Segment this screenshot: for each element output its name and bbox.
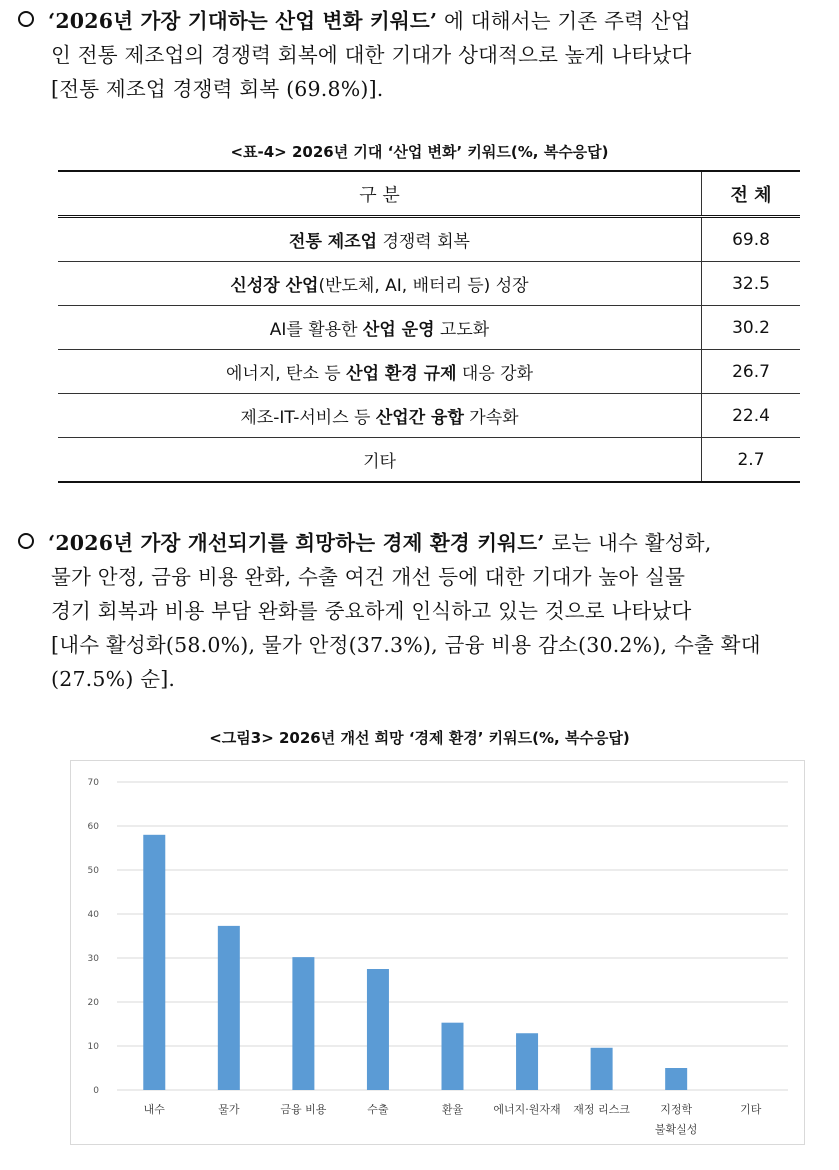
bar [292,957,314,1090]
y-tick-label: 10 [87,1042,99,1052]
section2-paragraph [18,526,830,696]
bar [143,835,165,1090]
row-label-bold: 신성장 산업 [230,276,319,296]
row-label-bold: 산업 운영 [362,320,435,340]
section1-line: 인 전통 제조업의 경쟁력 회복에 대한 기대가 상대적으로 높게 나타났다 [51,43,692,67]
table-row [58,306,800,350]
row-label-bold: 산업 환경 규제 [346,364,457,384]
row-label [58,217,702,262]
bar-chart-svg [71,761,806,1146]
x-tick-label: 환율 [441,1103,464,1116]
x-tick-label: 재정 리스크 [573,1103,630,1116]
row-value: 30.2 [702,306,801,350]
bar [591,1048,613,1090]
x-tick-label: 지정학 [660,1103,693,1116]
row-label-pre: 제조-IT-서비스 등 [240,408,376,428]
row-value: 32.5 [702,262,801,306]
table-row [58,350,800,394]
section2-line: (27.5%) 순]. [51,667,176,691]
row-label-post: 가속화 [463,408,519,428]
row-label-post: 대응 강화 [456,364,534,384]
header-category: 구 분 [359,184,400,206]
row-value: 26.7 [702,350,801,394]
y-tick-label: 40 [87,910,99,920]
row-label-pre: AI를 활용한 [269,320,363,340]
row-value: 22.4 [702,394,801,438]
row-label [58,438,702,483]
y-tick-label: 0 [93,1086,99,1096]
x-tick-label: 기타 [740,1103,762,1116]
table-row [58,262,800,306]
row-label [58,262,702,306]
section1-paragraph [18,4,830,106]
table-row [58,438,800,483]
section2-line: ‘2026년 가장 개선되기를 희망하는 경제 환경 키워드’ 로는 내수 활성화, [48,531,712,555]
x-tick-label: 금융 비용 [280,1103,327,1116]
y-tick-label: 30 [87,954,99,964]
row-value: 69.8 [702,217,801,262]
section2-line: 경기 회복과 비용 부담 완화를 중요하게 인식하고 있는 것으로 나타났다 [51,599,692,623]
row-label-post: 경쟁력 회복 [377,232,470,252]
row-label-bold: 산업간 융합 [375,408,464,428]
row-label-bold: 전통 제조업 [289,232,378,252]
row-value: 2.7 [702,438,801,483]
circle-bullet-icon [18,533,34,549]
row-label [58,306,702,350]
row-label-pre: 에너지, 탄소 등 [225,364,347,384]
row-label [58,350,702,394]
y-tick-label: 20 [87,998,99,1008]
row-label-pre: 기타 [363,452,396,472]
section1-line: [전통 제조업 경쟁력 회복 (69.8%)]. [51,77,384,101]
table-row [58,217,800,262]
x-tick-label: 에너지·원자재 [493,1103,561,1116]
y-tick-label: 70 [87,778,99,788]
header-total: 전 체 [702,171,801,217]
section2-line: [내수 활성화(58.0%), 물가 안정(37.3%), 금융 비용 감소(30.2%), 수출 확대 [51,633,761,657]
circle-bullet-icon [18,11,34,27]
x-tick-label: 불확실성 [654,1123,698,1136]
figure3-chart [70,760,805,1145]
bar [367,969,389,1090]
bar [665,1068,687,1090]
section2-line: 물가 안정, 금융 비용 완화, 수출 여건 개선 등에 대한 기대가 높아 실물 [51,565,686,589]
row-label-post: 고도화 [434,320,490,340]
section1-line: ‘2026년 가장 기대하는 산업 변화 키워드’ 에 대해서는 기존 주력 산업 [48,9,691,33]
y-tick-label: 50 [87,866,99,876]
table4 [58,170,800,483]
table-row [58,394,800,438]
table-header-row [58,171,800,217]
figure3-caption: <그림3> 2026년 개선 희망 ‘경제 환경’ 키워드(%, 복수응답) [209,729,630,747]
table4-caption: <표-4> 2026년 기대 ‘산업 변화’ 키워드(%, 복수응답) [230,143,609,161]
x-tick-label: 내수 [143,1103,165,1116]
bar [442,1023,464,1090]
bar [218,926,240,1090]
row-label [58,394,702,438]
y-tick-label: 60 [87,822,99,832]
row-label-post: (반도체, AI, 배터리 등) 성장 [318,276,529,296]
x-tick-label: 수출 [367,1103,389,1116]
x-tick-label: 물가 [218,1103,240,1116]
bar [516,1033,538,1090]
